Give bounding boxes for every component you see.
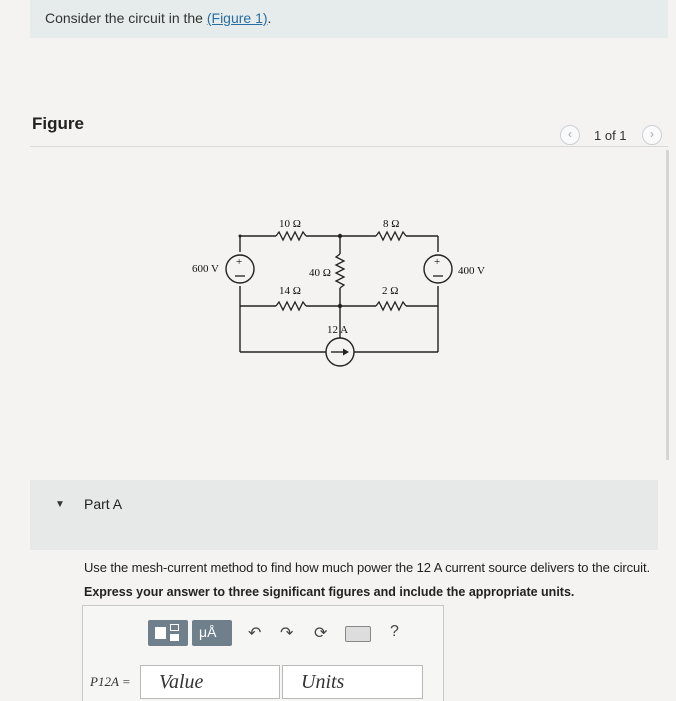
- template-block: [170, 624, 179, 631]
- figure-heading: Figure: [32, 114, 84, 133]
- label-14-ohm: 14 Ω: [279, 285, 301, 297]
- resistor-8-ohm: [376, 232, 406, 240]
- intro-prefix: Consider the circuit in the: [45, 10, 207, 26]
- redo-icon[interactable]: ↷: [280, 625, 294, 642]
- template-block: [170, 634, 179, 641]
- intro-suffix: .: [267, 10, 272, 26]
- current-source-12a: [326, 338, 354, 366]
- resistor-40-ohm: [336, 254, 344, 288]
- intro-bar: [30, 0, 668, 38]
- circuit-diagram: [180, 190, 500, 370]
- instruction-text: Express your answer to three significant figures and include the appropriate units.: [84, 585, 575, 599]
- figure-page-count: 1 of 1: [594, 128, 627, 143]
- figure-link[interactable]: (Figure 1): [206, 10, 268, 26]
- units-input[interactable]: [282, 665, 423, 699]
- collapse-caret-icon[interactable]: ▼: [55, 499, 65, 510]
- fraction-template-icon[interactable]: [148, 620, 188, 646]
- voltage-source-600v: [226, 255, 254, 283]
- voltage-source-400v: [424, 255, 452, 283]
- figure-pager: [560, 125, 670, 147]
- label-40-ohm: 40 Ω: [309, 267, 331, 279]
- label-400v: 400 V: [458, 265, 485, 277]
- figure-divider: [30, 146, 668, 147]
- units-button-label: μÅ: [199, 624, 217, 640]
- part-a-title[interactable]: Part A: [84, 496, 123, 512]
- label-12a: 12 A: [327, 324, 349, 336]
- part-a-header[interactable]: [30, 480, 658, 550]
- question-text: Use the mesh-current method to find how much power the 12 A current source delivers to the circuit.: [84, 560, 650, 575]
- resistor-14-ohm: [276, 302, 306, 310]
- svg-text:+: +: [236, 256, 243, 268]
- label-600v: 600 V: [192, 263, 219, 275]
- label-8-ohm: 8 Ω: [383, 218, 400, 230]
- help-button[interactable]: ?: [390, 623, 399, 640]
- undo-icon[interactable]: ↶: [248, 625, 262, 642]
- variable-label: P12A =: [90, 674, 131, 689]
- label-10-ohm: 10 Ω: [279, 218, 301, 230]
- template-block: [155, 627, 166, 639]
- label-2-ohm: 2 Ω: [382, 285, 399, 297]
- reset-icon[interactable]: ⟳: [314, 625, 328, 642]
- chevron-left-icon[interactable]: ‹: [560, 125, 580, 145]
- intro-text: [45, 10, 271, 26]
- value-input[interactable]: [140, 665, 280, 699]
- resistor-2-ohm: [376, 302, 406, 310]
- scroll-edge: [666, 150, 669, 460]
- units-button[interactable]: [192, 620, 232, 646]
- chevron-right-icon[interactable]: ›: [642, 125, 662, 145]
- keyboard-icon[interactable]: [345, 626, 371, 642]
- resistor-10-ohm: [276, 232, 306, 240]
- svg-text:+: +: [434, 256, 441, 268]
